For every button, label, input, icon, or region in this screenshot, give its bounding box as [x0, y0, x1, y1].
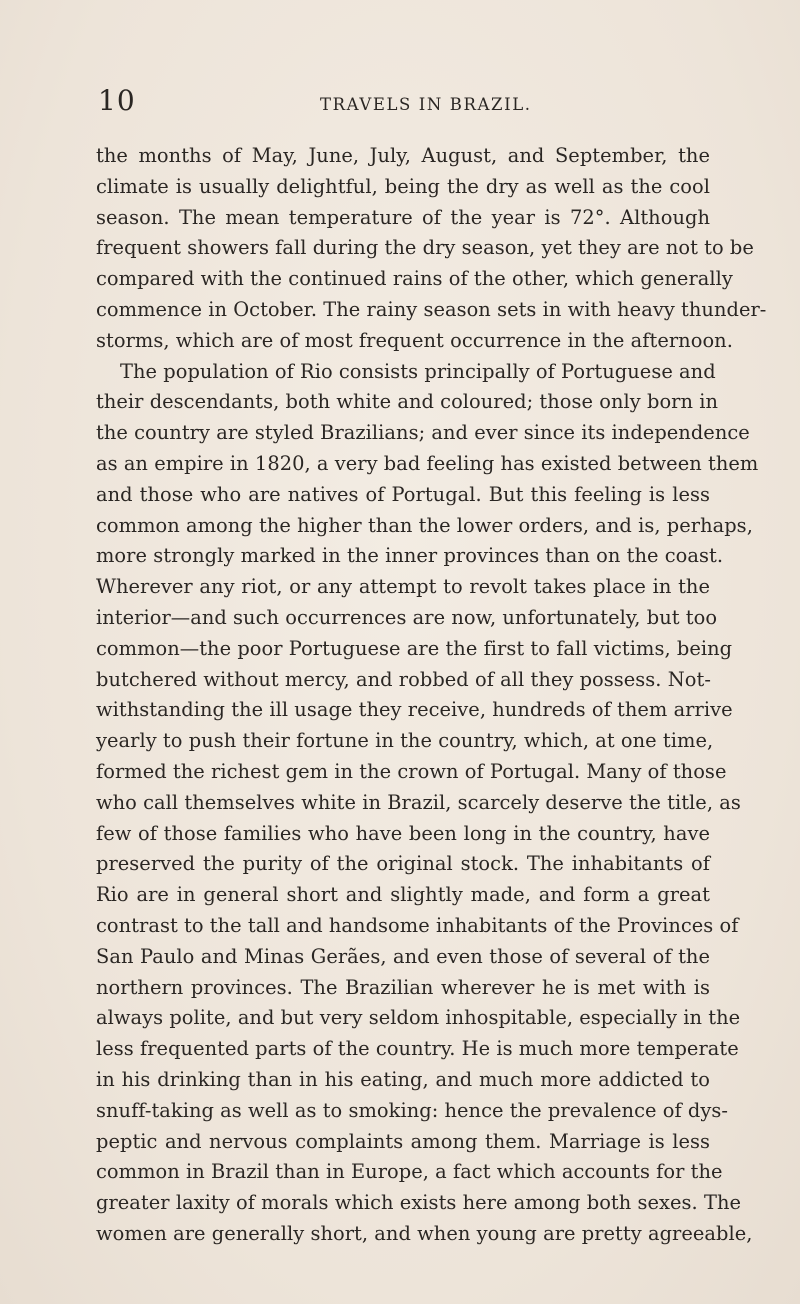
text-line: common in Brazil than in Europe, a fact which accounts for the [96, 1160, 723, 1184]
text-line: common—the poor Portuguese are the first to fall victims, being [96, 636, 733, 660]
text-line: contrast to the tall and handsome inhabitants of the Provinces of [96, 913, 739, 937]
body-text [96, 141, 767, 1250]
text-line: San Paulo and Minas Gerães, and even those of several of the [96, 944, 710, 968]
text-line: season. The mean temperature of the year is 72°. Although [96, 205, 710, 229]
text-line: formed the richest gem in the crown of Portugal. Many of those [96, 759, 727, 783]
text-line: and those who are natives of Portugal. But this feeling is less [96, 482, 710, 506]
text-line: less frequented parts of the country. He is much more temperate [96, 1037, 739, 1061]
text-line: the country are styled Brazilians; and ever since its independence [96, 421, 750, 445]
text-line: climate is usually delightful, being the dry as well as the cool [96, 174, 710, 198]
text-line: peptic and nervous complaints among them. Marriage is less [96, 1129, 710, 1153]
text-line: common among the higher than the lower orders, and is, perhaps, [96, 513, 753, 537]
text-line: Rio are in general short and slightly made, and form a great [96, 883, 710, 907]
text-line: women are generally short, and when young are pretty agreeable, [96, 1221, 753, 1245]
text-line: yearly to push their fortune in the country, which, at one time, [96, 729, 714, 753]
text-line: compared with the continued rains of the other, which generally [96, 267, 733, 291]
text-line: always polite, and but very seldom inhospitable, especially in the [96, 1006, 741, 1030]
text-line: commence in October. The rainy season sets in with heavy thunder- [96, 297, 767, 321]
running-title: TRAVELS IN BRAZIL. [320, 95, 532, 114]
page-header [98, 86, 708, 120]
text-line: withstanding the ill usage they receive, hundreds of them arrive [96, 698, 733, 722]
page-number: 10 [98, 84, 136, 117]
text-line: who call themselves white in Brazil, scarcely deserve the title, as [96, 790, 741, 814]
text-line: the months of May, June, July, August, and September, the [96, 144, 710, 167]
text-line: butchered without mercy, and robbed of all they possess. Not- [96, 667, 711, 691]
text-line: few of those families who have been long in the country, have [96, 821, 710, 845]
text-line: storms, which are of most frequent occurrence in the afternoon. [96, 328, 733, 352]
text-line: Wherever any riot, or any attempt to revolt takes place in the [96, 575, 710, 599]
text-line: northern provinces. The Brazilian wherever he is met with is [96, 975, 710, 999]
text-line: more strongly marked in the inner provinces than on the coast. [96, 544, 724, 568]
text-line: as an empire in 1820, a very bad feeling has existed between them [96, 451, 759, 475]
text-line: in his drinking than in his eating, and much more addicted to [96, 1067, 710, 1091]
text-line: preserved the purity of the original stock. The inhabitants of [96, 852, 710, 876]
text-line: interior—and such occurrences are now, unfortunately, but too [96, 605, 718, 629]
text-line: snuff-taking as well as to smoking: hence the prevalence of dys- [96, 1098, 728, 1122]
text-line: frequent showers fall during the dry season, yet they are not to be [96, 236, 754, 260]
text-line: greater laxity of morals which exists here among both sexes. The [96, 1191, 742, 1215]
text-line: their descendants, both white and coloured; those only born in [96, 390, 719, 414]
paragraph-start-line: The population of Rio consists principally of Portuguese and [120, 359, 716, 383]
